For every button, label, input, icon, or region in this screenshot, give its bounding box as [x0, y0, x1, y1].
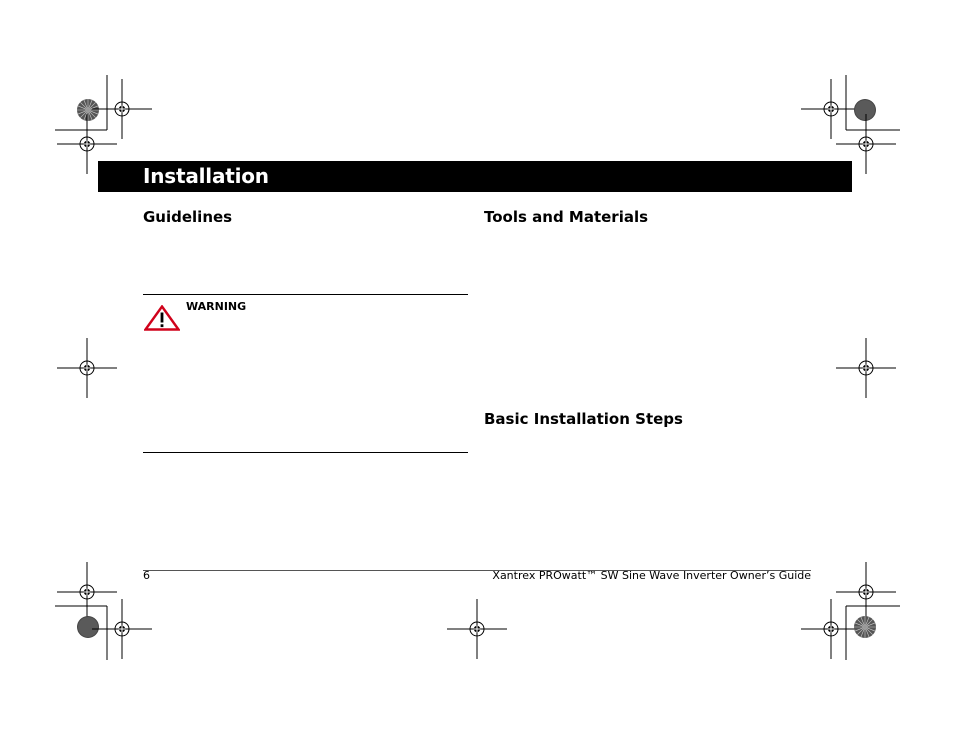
chapter-title: Installation — [143, 164, 269, 188]
warning-bottom-rule — [143, 452, 468, 453]
tools-and-materials-heading: Tools and Materials — [484, 208, 649, 226]
warning-triangle-icon — [144, 305, 180, 331]
warning-label: WARNING — [186, 300, 247, 313]
page-number: 6 — [143, 569, 150, 582]
warning-top-rule — [143, 294, 468, 295]
guidelines-heading: Guidelines — [143, 208, 233, 226]
footer-document-title: Xantrex PROwatt™ SW Sine Wave Inverter Owner’s Guide — [492, 569, 811, 582]
basic-installation-steps-heading: Basic Installation Steps — [484, 410, 683, 428]
